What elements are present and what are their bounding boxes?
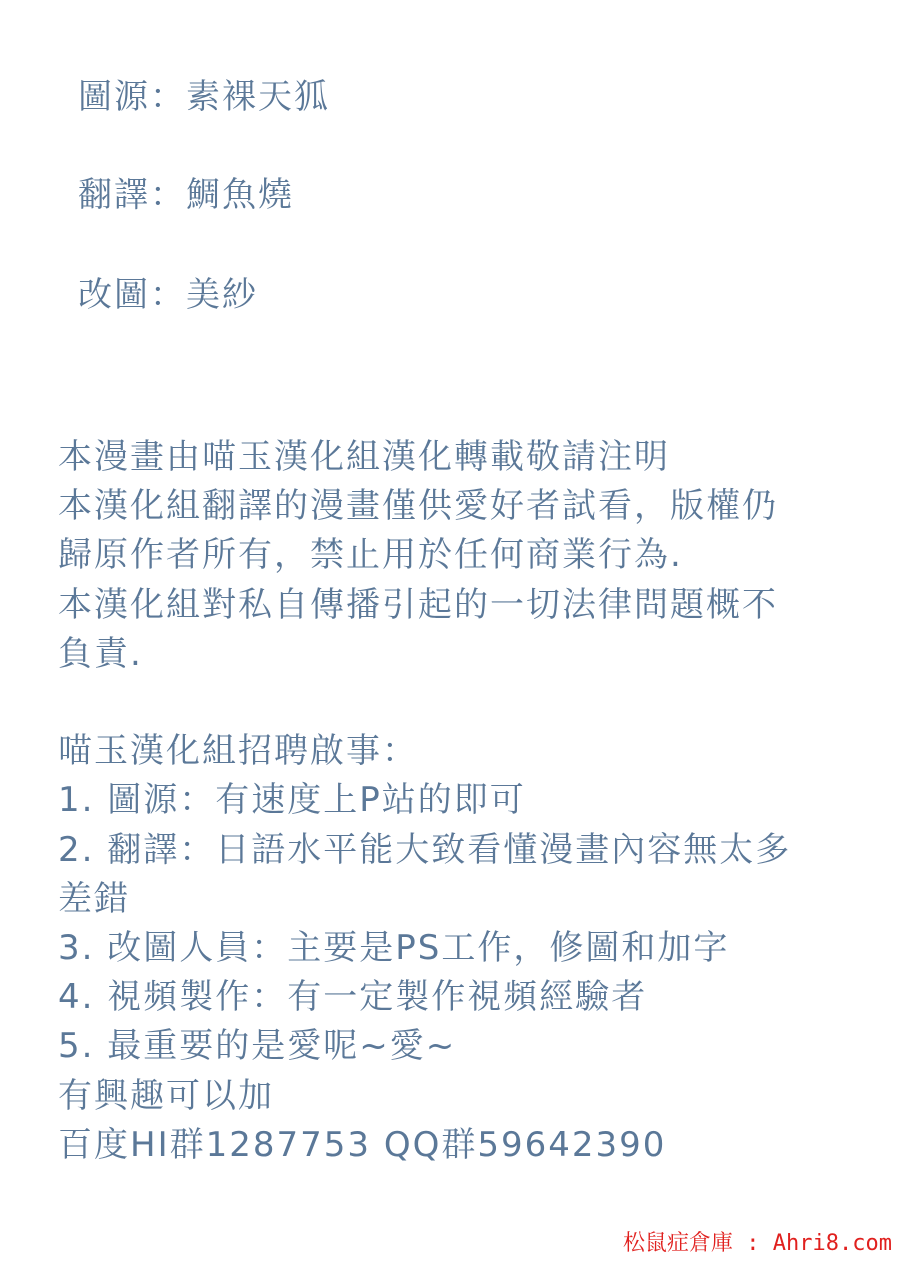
- recruit-item: 5. 最重要的是愛呢~愛~: [58, 1026, 457, 1066]
- credit-source: 圖源：素裸天狐: [78, 77, 330, 117]
- notice-line: 負責.: [58, 634, 143, 674]
- recruit-title: 喵玉漢化組招聘啟事：: [58, 731, 418, 771]
- credit-translation: 翻譯：鯛魚燒: [78, 175, 294, 215]
- notice-line: 歸原作者所有，禁止用於任何商業行為.: [58, 535, 683, 575]
- recruit-item: 4. 視頻製作：有一定製作視頻經驗者: [58, 977, 648, 1017]
- notice-line: 本漢化組對私自傳播引起的一切法律問題概不: [58, 585, 778, 625]
- recruit-contact-intro: 有興趣可以加: [58, 1076, 274, 1116]
- recruit-item: 2. 翻譯：日語水平能大致看懂漫畫內容無太多: [58, 830, 792, 870]
- recruit-contact: 百度HI群1287753 QQ群59642390: [58, 1125, 667, 1165]
- recruit-item: 差錯: [58, 879, 130, 919]
- notice-line: 本漢化組翻譯的漫畫僅供愛好者試看，版權仍: [58, 486, 778, 526]
- recruit-item: 3. 改圖人員：主要是PS工作，修圖和加字: [58, 928, 730, 968]
- watermark: 松鼠症倉庫 : Ahri8.com: [623, 1231, 892, 1256]
- notice-line: 本漫畫由喵玉漢化組漢化轉載敬請注明: [58, 437, 670, 477]
- credit-retouch: 改圖：美紗: [78, 275, 258, 315]
- recruit-item: 1. 圖源：有速度上P站的即可: [58, 780, 526, 820]
